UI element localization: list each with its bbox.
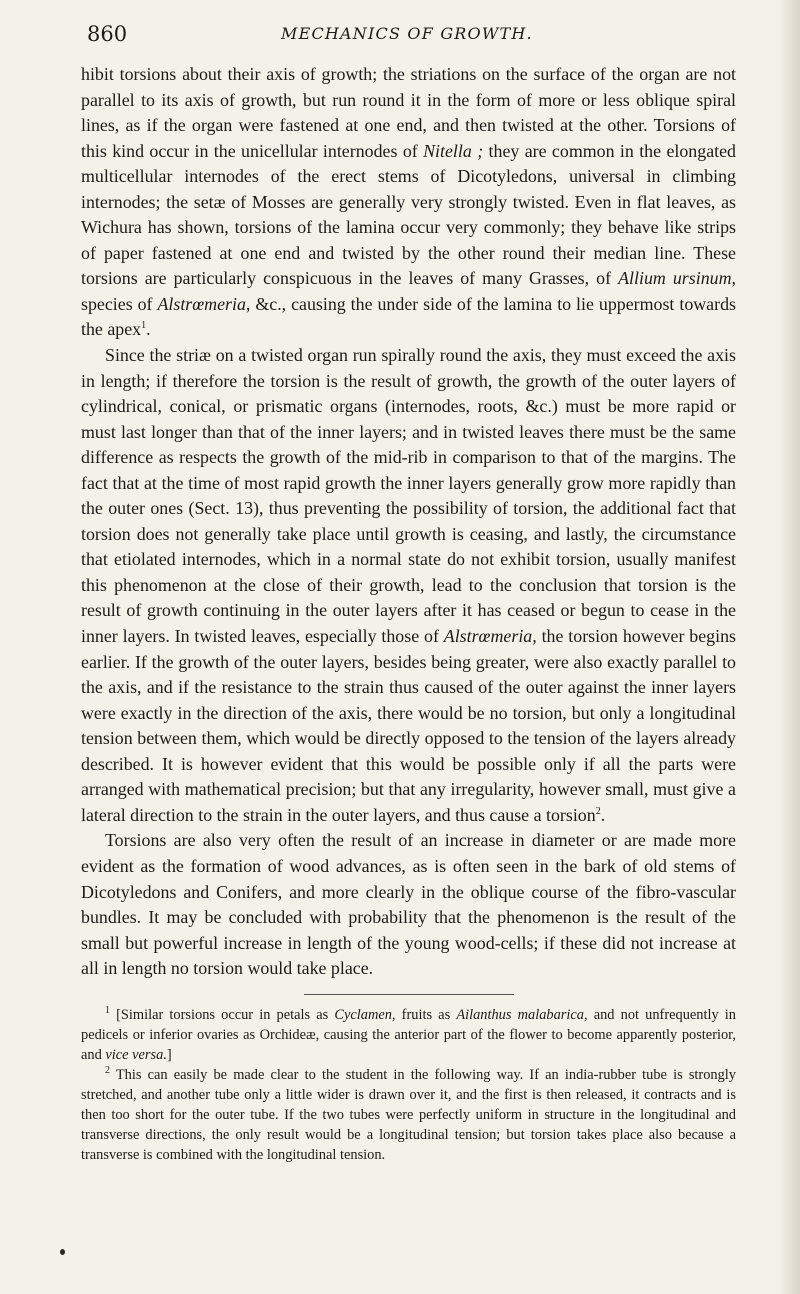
body-text [81,62,736,982]
footnote-marker: 1 [141,320,147,332]
text-run: fruits as [395,1006,457,1023]
paragraph [81,62,736,343]
italic-text: vice versa. [105,1046,167,1063]
text-run: they are common in the elongated multicellular internodes of the erect stems of Dicotyledons, universal in climbing internodes; the setæ of Mosses are generally very strongly twisted. Even in flat leaves, as Wichura has shown, torsions of the lamina occur very commonly; they behave like strips of paper fastened at one end and twisted by the other round their median line. These torsions are particularly conspicuous in the leaves of many Grasses, of [81,140,736,289]
text-run: the torsion however begins earlier. If the growth of the outer layers, besides being greater, were also exactly parallel to the axis, and if the resistance to the strain thus caused of the outer against the inner layers were exactly in the direction of the axis, there would be no torsion, but only a longitudinal tension between them, which would be directly opposed to the tension of the layers already described. It is however evident that this would be possible only if all the parts were arranged with mathematical precision; but that any irregularity, however small, must give a lateral direction to the strain in the outer layers, and thus cause a torsion [81,626,737,825]
running-header [81,0,736,62]
text-run: [Similar torsions occur in petals as [110,1006,335,1023]
paragraph [81,828,736,981]
text-run: Torsions are also very often the result of an increase in diameter or are made more evident as the formation of wood advances, as is often seen in the bark of old stems of Dicotyledons and Conifers, and more clearly in the oblique course of the fibro-vascular bundles. It may be concluded with probability that the phenomenon is the result of the small but powerful increase in length of the young wood-cells; if these did not increase at all in length no torsion would take place. [81,830,736,979]
text-run: and not unfrequently in pedicels or inferior ovaries as Orchideæ, causing the anterior part of the flower to become apparently posterior, and [81,1006,737,1063]
footnotes [81,1005,736,1165]
footnote-marker: 1 [105,1004,110,1016]
italic-text: Alstrœmeria, [443,626,537,647]
text-run: hibit torsions about their axis of growth; the striations on the surface of the organ are not parallel to its axis of growth, but run round it in the form of more or less oblique spiral lines, as if the organ were fastened at one end, and then twisted at the other. Torsions of this kind occur in the unicellular internodes of [81,64,736,161]
text-run: This can easily be made clear to the student in the following way. If an india-rubber tube is strongly stretched, and another tube only a little wider is drawn over it, and the first is then released, it contracts and is then too short for the outer tube. If the two tubes were perfectly uniform in structure in the longitudinal and transverse directions, the only result would be a longitudinal tension; but torsion takes place also because a transverse is combined with the longitudinal tension. [81,1066,736,1163]
text-run: Since the striæ on a twisted organ run spirally round the axis, they must exceed the axis in length; if therefore the torsion is the result of growth, the growth of the outer layers of cylindrical, conical, or prismatic organs (internodes, roots, &c.) must be more rapid or must last longer than that of the inner layers; and in twisted leaves there must be the same difference as respects the growth of the mid-rib in comparison to that of the margins. The fact that at the time of most rapid growth the inner layers generally grow more rapidly than the outer ones (Sect. 13), thus preventing the possibility of torsion, the additional fact that torsion does not generally take place until growth is ceasing, and lastly, the circumstance that etiolated internodes, which in a normal state do not exhibit torsion, usually manifest this phenomenon at the close of their growth, lead to the conclusion that torsion is the result of growth continuing in the outer layers after it has ceased or begun to cease in the inner layers. In twisted leaves, especially those of [81,345,736,647]
italic-text: Nitella ; [423,140,484,161]
page-edge-shadow [778,0,800,1294]
footnote-marker: 2 [595,805,601,817]
page-number: 860 [87,22,128,46]
running-title: MECHANICS OF GROWTH. [281,24,533,43]
ink-fleck [60,1249,65,1255]
text-run: species of [81,293,158,314]
footnote [81,1005,736,1065]
footnote-marker: 2 [105,1064,110,1076]
italic-text: Cyclamen, [334,1006,396,1023]
paragraph [81,343,736,828]
footnote [81,1065,736,1165]
text-run: ] [166,1046,172,1063]
footnote-divider [304,994,514,995]
italic-text: Ailanthus malabarica, [456,1006,588,1023]
text-run: . [600,804,606,825]
text-run: . [146,319,151,340]
italic-text: Alstrœmeria, [157,293,251,314]
italic-text: Allium ursinum, [618,268,736,289]
text-run: &c., causing the under side of the lamina to lie uppermost towards the apex [81,293,736,340]
